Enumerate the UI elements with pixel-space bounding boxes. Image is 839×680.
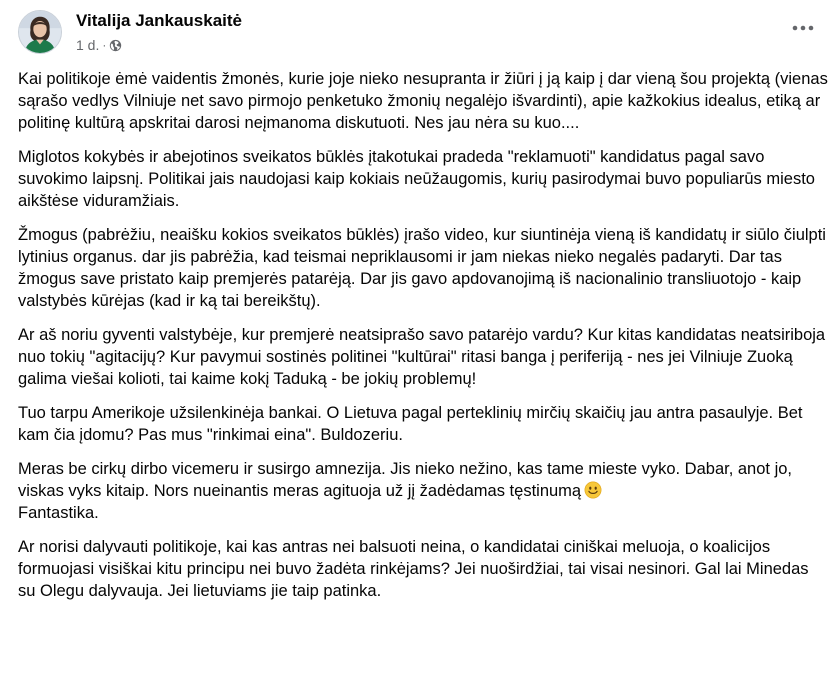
- smiling-face-emoji-icon: [584, 481, 602, 499]
- post-header: [18, 10, 821, 58]
- meta-separator: ·: [102, 38, 107, 52]
- more-options-button[interactable]: [785, 14, 821, 42]
- post-paragraph-5: Tuo tarpu Amerikoje užsilenkinėja bankai. O Lietuva pagal perteklinių mirčių skaičių jau antra pasaulyje. Bet kam čia įdomu? Pas mus "rinkimai eina". Buldozeriu.: [18, 404, 803, 444]
- post-paragraph-6-tail: Fantastika.: [18, 504, 99, 522]
- post-paragraph-6-text: Meras be cirkų dirbo vicemeru ir susirgo amnezija. Jis nieko nežino, kas tame mieste vyko. Dabar, anot jo, viskas vyks kitaip. Nors nueinantis meras agituoja už jį žadėdamas tęstinumą: [18, 460, 792, 500]
- post-meta: [76, 37, 122, 53]
- author-name[interactable]: Vitalija Jankauskaitė: [76, 11, 243, 30]
- author-avatar[interactable]: [18, 10, 62, 54]
- post-paragraph-2: Miglotos kokybės ir abejotinos sveikatos būklės įtakotukai pradeda "reklamuoti" kandidatus pagal savo suvokimo laipsnį. Politikai jais naudojasi kaip kokiais neūžaugomis, kurių pasirodymai buvo populiarūs miesto aikštėse viduramžiais.: [18, 148, 815, 210]
- more-horizontal-icon: [792, 25, 814, 31]
- post-paragraph-7: Ar norisi dalyvauti politikoje, kai kas antras nei balsuoti neina, o kandidatai ciniškai meluoja, o koalicijos formuojasi visiškai kitu principu nei buvo žadėta rinkėjams? Jei nuoširdžiai, tai visai nesinori. Gal lai Minedas su Olegu dalyvauja. Jei lietuviams jie taip patinka.: [18, 538, 809, 600]
- post-paragraph-4: Ar aš noriu gyventi valstybėje, kur premjerė neatsiprašo savo patarėjo vardu? Kur kitas kandidatas neatsiriboja nuo tokių "agitacijų? Kur pavymui sostinės politinei "kultūrai" ritasi banga į periferiją - nes jei Vilniuje Zuoką galima viešai kolioti, tai kaime kokį Taduką - be jokių problemų!: [18, 326, 826, 388]
- post-time[interactable]: 1 d.: [76, 37, 100, 53]
- post-paragraph-6: [18, 458, 830, 524]
- avatar-image: [19, 11, 61, 53]
- post-paragraph-3: Žmogus (pabrėžiu, neaišku kokios sveikatos būklės) įrašo video, kur siuntinėja vieną iš kandidatų ir siūlo čiulpti lytinius organus. dar jis pabrėžia, kad teismai nepriklausomi ir jam niekas nieko negalės padaryti. Dar tas žmogus save pristato kaip premjerės patarėją. Dar jis gavo apdovanojimą iš nacionalinio transliuotojo - kaip valstybės kūrėjas (kad ir ką tai bereikštų).: [18, 226, 826, 310]
- globe-icon[interactable]: [109, 39, 122, 52]
- post-text: [18, 68, 830, 614]
- post-paragraph-1: Kai politikoje ėmė vaidentis žmonės, kurie joje nieko nesupranta ir žiūri į ją kaip į dar vieną šou projektą (vienas sąrašo vedlys Vilniuje net savo pirmojo penketuko žmonių negalėjo išvardinti), apie kažkokius idealus, etiką ar politinę kultūrą apskritai darosi neįmanoma diskutuoti. Nes jau nėra su kuo....: [18, 70, 828, 132]
